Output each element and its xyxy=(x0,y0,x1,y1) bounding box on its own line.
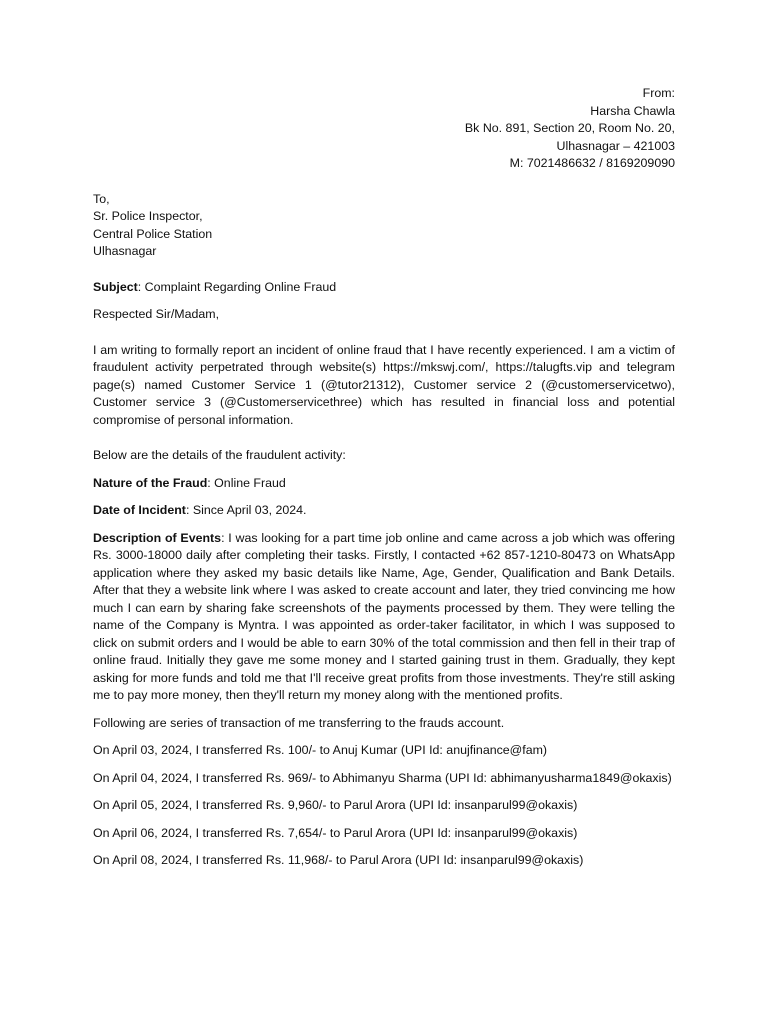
greeting: Respected Sir/Madam, xyxy=(93,307,220,321)
subject-line xyxy=(93,279,675,297)
transactions-intro: Following are series of transaction of me transferring to the frauds account. xyxy=(93,715,505,730)
recipient-city: Ulhasnagar xyxy=(93,244,157,258)
transactions-list xyxy=(93,742,675,870)
events-label: Description of Events xyxy=(93,530,222,545)
transaction-item: On April 05, 2024, I transferred Rs. 9,960/- to Parul Arora (UPI Id: insanparul99@okaxis) xyxy=(93,798,578,812)
incident-date-label: Date of Incident xyxy=(93,503,186,517)
nature-line xyxy=(93,475,675,493)
intro-paragraph: I am writing to formally report an incident of online fraud that I have recently experienced. I am a victim of fraudulent activity perpetrated through website(s) https://mkswj.com/, https://talugfts.vip and telegram page(s) named Customer Service 1 (@tutor21312), Customer service 2 (@customerservicetwo), Customer service 3 (@Customerservicethree) which has resulted in financial loss and potential compromise of personal information. xyxy=(93,342,675,427)
recipient-title: Sr. Police Inspector, xyxy=(93,209,203,223)
events-paragraph xyxy=(93,530,675,705)
sender-phone: M: 7021486632 / 8169209090 xyxy=(509,156,675,170)
sender-block xyxy=(93,85,675,173)
events-text: : I was looking for a part time job online and came across a job which was offering Rs. 3000-18000 daily after completing their tasks. Firstly, I contacted +62 857-1210-80473 on WhatsApp application where they asked my basic details like Name, Age, Gender, Qualification and Bank Details. After that they a website link where I was asked to create account and later, they tried convincing me how much I can earn by sharing fake screenshots of the payments processed by them. They were telling the name of the Company is Myntra. I was appointed as order-taker facilitator, in which I was supposed to click on submit orders and I would be able to earn 30% of the total commission and then fell in their trap of online fraud. Initially they gave me some money and I started gaining trust in them. Gradually, they kept asking for more funds and told me that I'll receive great profits from those investments. They're still asking me to pay more money, then they'll return my money along with the mentioned profits. xyxy=(93,530,675,702)
letter-page xyxy=(93,85,675,880)
incident-date-value: : Since April 03, 2024. xyxy=(185,503,307,517)
transaction-item: On April 03, 2024, I transferred Rs. 100/- to Anuj Kumar (UPI Id: anujfinance@fam) xyxy=(93,743,548,757)
recipient-block xyxy=(93,191,675,261)
subject-text: : Complaint Regarding Online Fraud xyxy=(137,279,337,294)
nature-value: : Online Fraud xyxy=(207,475,286,490)
incident-date-line xyxy=(93,502,675,520)
transaction-item: On April 04, 2024, I transferred Rs. 969/- to Abhimanyu Sharma (UPI Id: abhimanyusharma1849@okaxis) xyxy=(93,770,672,785)
sender-address-line2: Ulhasnagar – 421003 xyxy=(556,138,675,153)
recipient-station: Central Police Station xyxy=(93,226,213,241)
subject-label: Subject xyxy=(93,279,138,294)
transaction-item: On April 06, 2024, I transferred Rs. 7,654/- to Parul Arora (UPI Id: insanparul99@okaxis) xyxy=(93,825,578,840)
sender-address-line1: Bk No. 891, Section 20, Room No. 20, xyxy=(464,121,675,135)
to-label: To, xyxy=(93,191,110,206)
from-label: From: xyxy=(642,86,675,100)
nature-label: Nature of the Fraud xyxy=(93,475,208,490)
details-heading: Below are the details of the fraudulent activity: xyxy=(93,448,346,462)
transaction-item: On April 08, 2024, I transferred Rs. 11,968/- to Parul Arora (UPI Id: insanparul99@okaxis) xyxy=(93,853,584,867)
sender-name: Harsha Chawla xyxy=(590,103,675,118)
